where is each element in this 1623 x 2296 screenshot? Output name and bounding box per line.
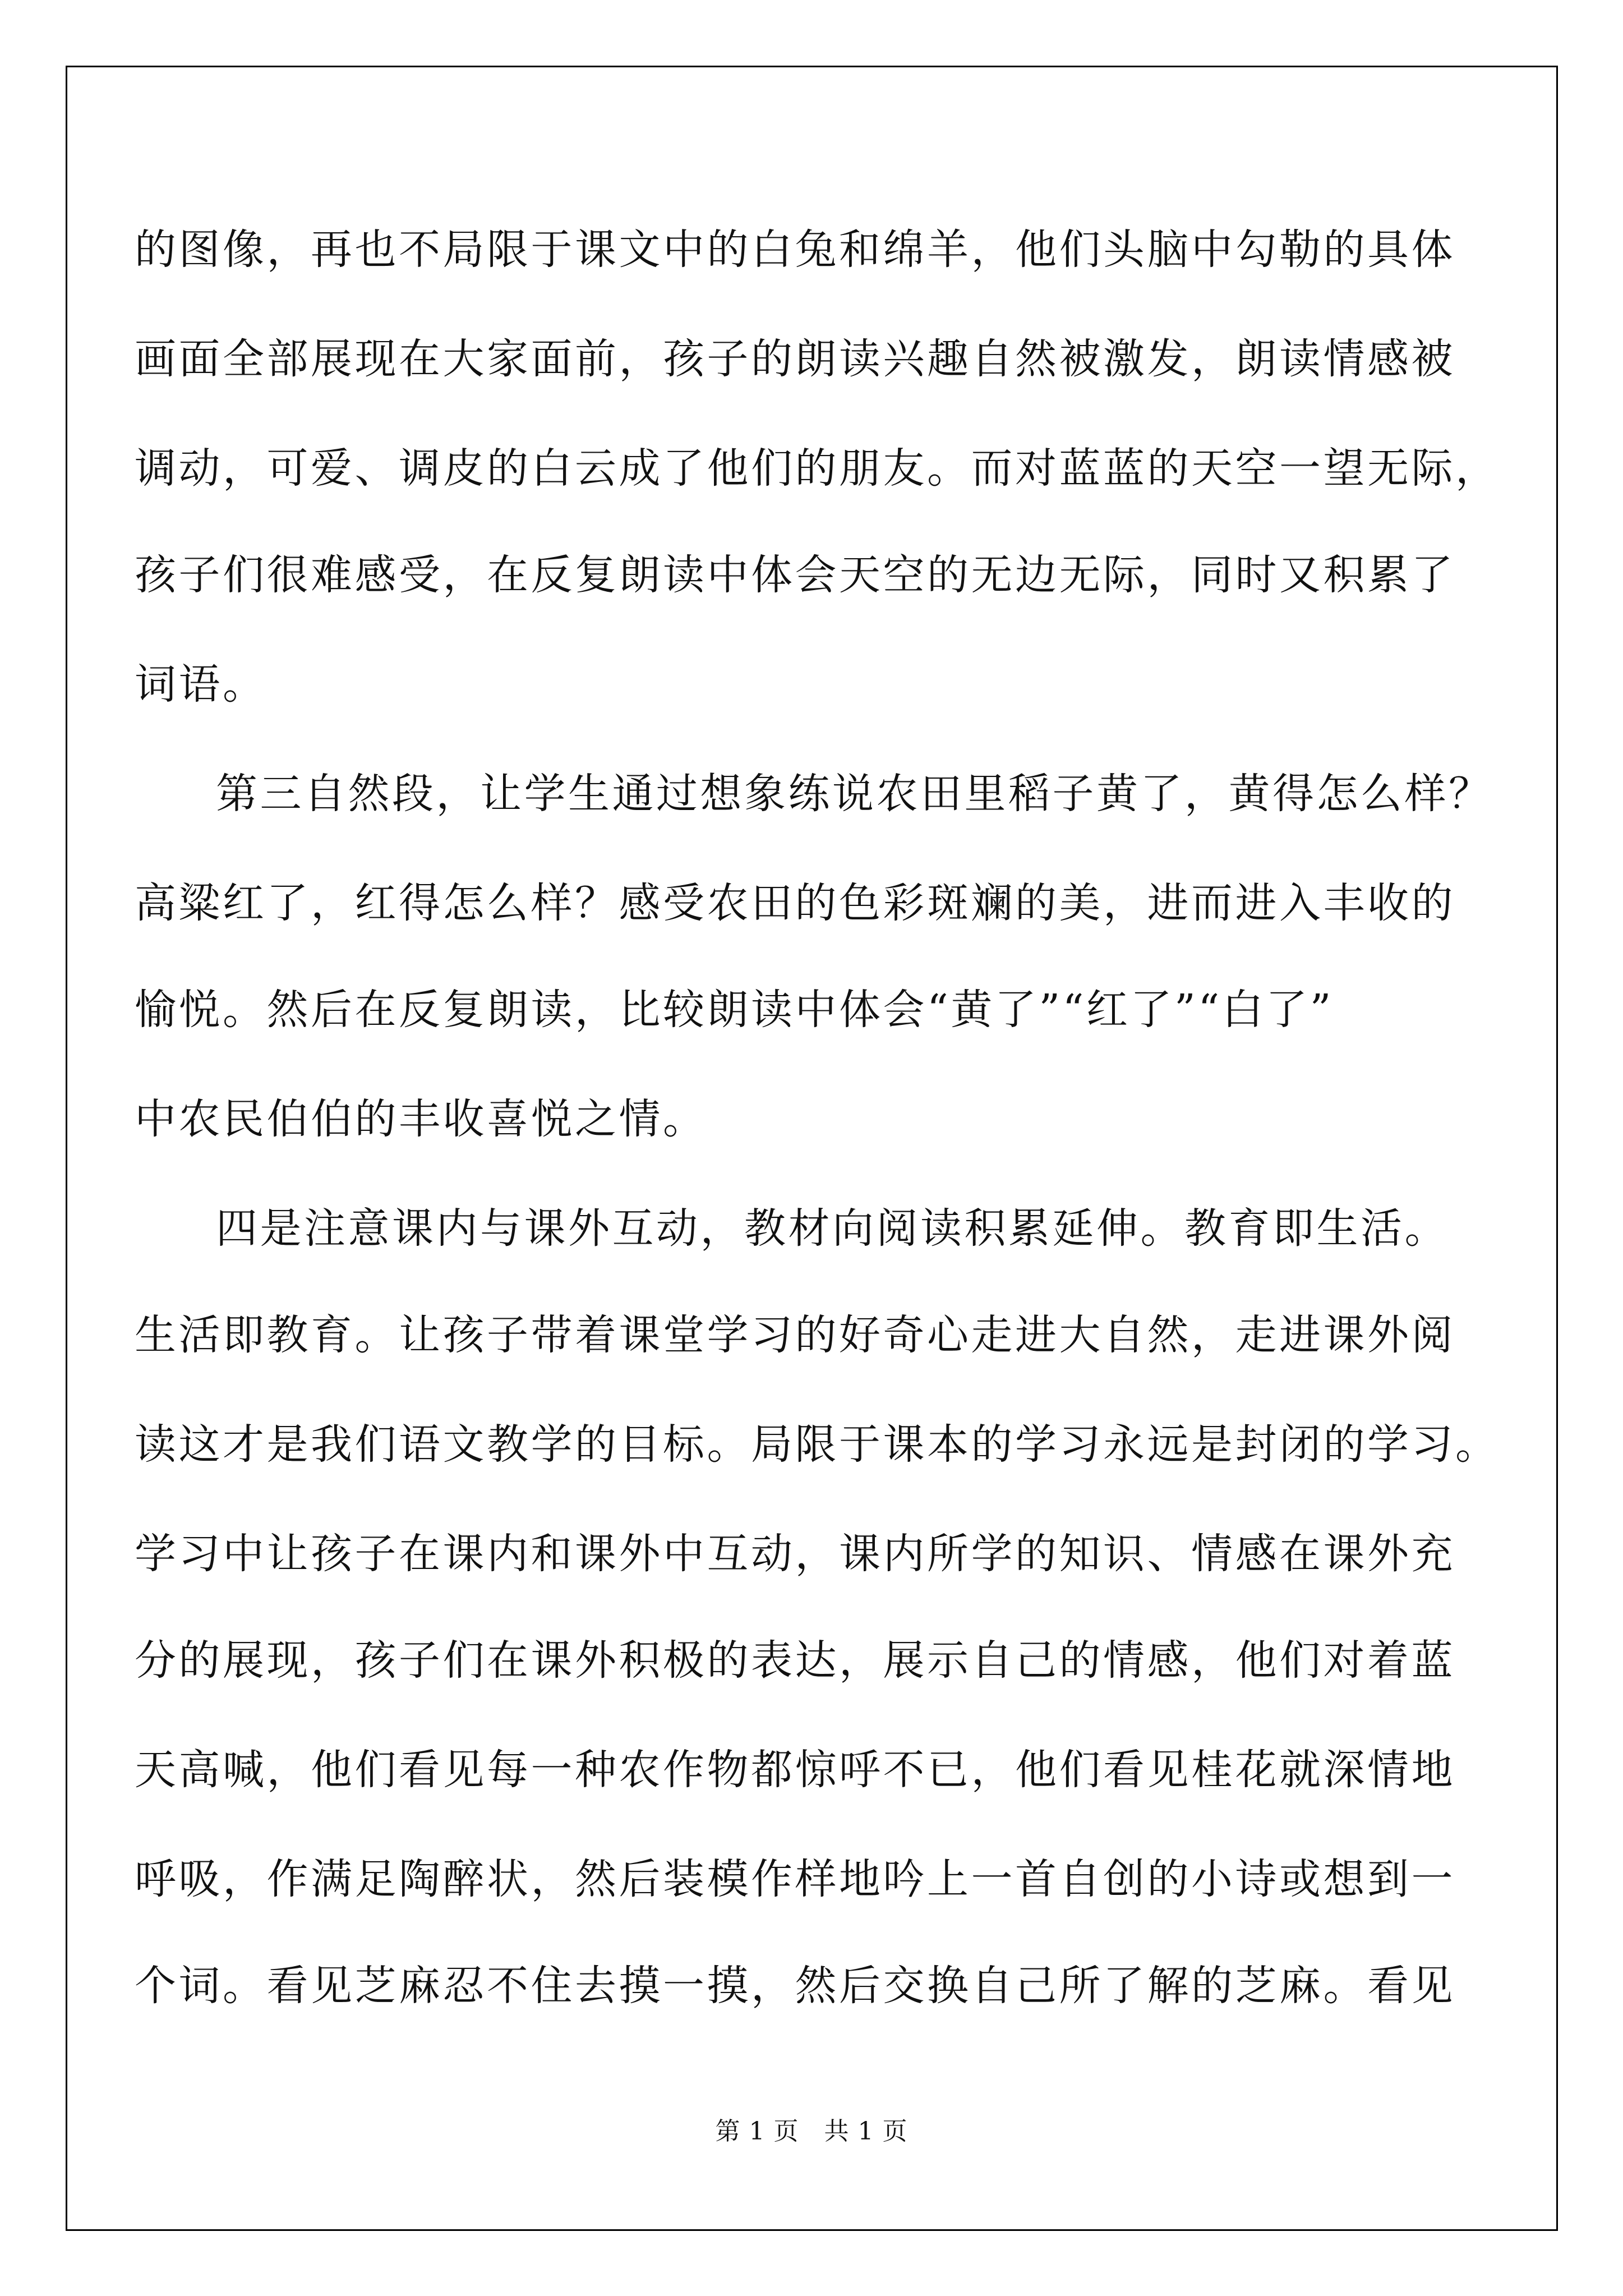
text-line: 学习中让孩子在课内和课外中互动，课内所学的知识、情感在课外充 bbox=[135, 1530, 1455, 1578]
text-line: 分的展现，孩子们在课外积极的表达，展示自己的情感，他们对着蓝 bbox=[135, 1636, 1455, 1685]
text-line: 的图像，再也不局限于课文中的白兔和绵羊，他们头脑中勾勒的具体 bbox=[135, 226, 1455, 274]
text-line: 呼吸，作满足陶醉状，然后装模作样地吟上一首自创的小诗或想到一 bbox=[135, 1855, 1455, 1903]
text-line: 天高喊，他们看见每一种农作物都惊呼不已，他们看见桂花就深情地 bbox=[135, 1746, 1455, 1794]
text-line: 调动，可爱、调皮的白云成了他们的朋友。而对蓝蓝的天空一望无际， bbox=[135, 444, 1500, 493]
text-line: 高粱红了，红得怎么样？感受农田的色彩斑斓的美，进而进入丰收的 bbox=[135, 879, 1455, 927]
paragraph-first-line: 第三自然段，让学生通过想象练说农田里稻子黄了，黄得怎么样？ bbox=[216, 770, 1493, 818]
text-line: 词语。 bbox=[135, 660, 267, 708]
text-line: 孩子们很难感受，在反复朗读中体会天空的无边无际，同时又积累了 bbox=[135, 551, 1455, 599]
text-line: 个词。看见芝麻忍不住去摸一摸，然后交换自己所了解的芝麻。看见 bbox=[135, 1962, 1455, 2010]
text-line: 读这才是我们语文教学的目标。局限于课本的学习永远是封闭的学习。 bbox=[135, 1420, 1500, 1469]
text-line: 愉悦。然后在反复朗读，比较朗读中体会“黄了”“红了”“白了” bbox=[135, 986, 1334, 1034]
page-number-footer: 第 1 页 共 1 页 bbox=[715, 2117, 908, 2146]
paragraph-first-line: 四是注意课内与课外互动，教材向阅读积累延伸。教育即生活。 bbox=[216, 1204, 1449, 1253]
text-line: 画面全部展现在大家面前，孩子的朗读兴趣自然被激发，朗读情感被 bbox=[135, 335, 1455, 383]
text-line: 中农民伯伯的丰收喜悦之情。 bbox=[135, 1095, 707, 1143]
text-line: 生活即教育。让孩子带着课堂学习的好奇心走进大自然，走进课外阅 bbox=[135, 1311, 1455, 1359]
